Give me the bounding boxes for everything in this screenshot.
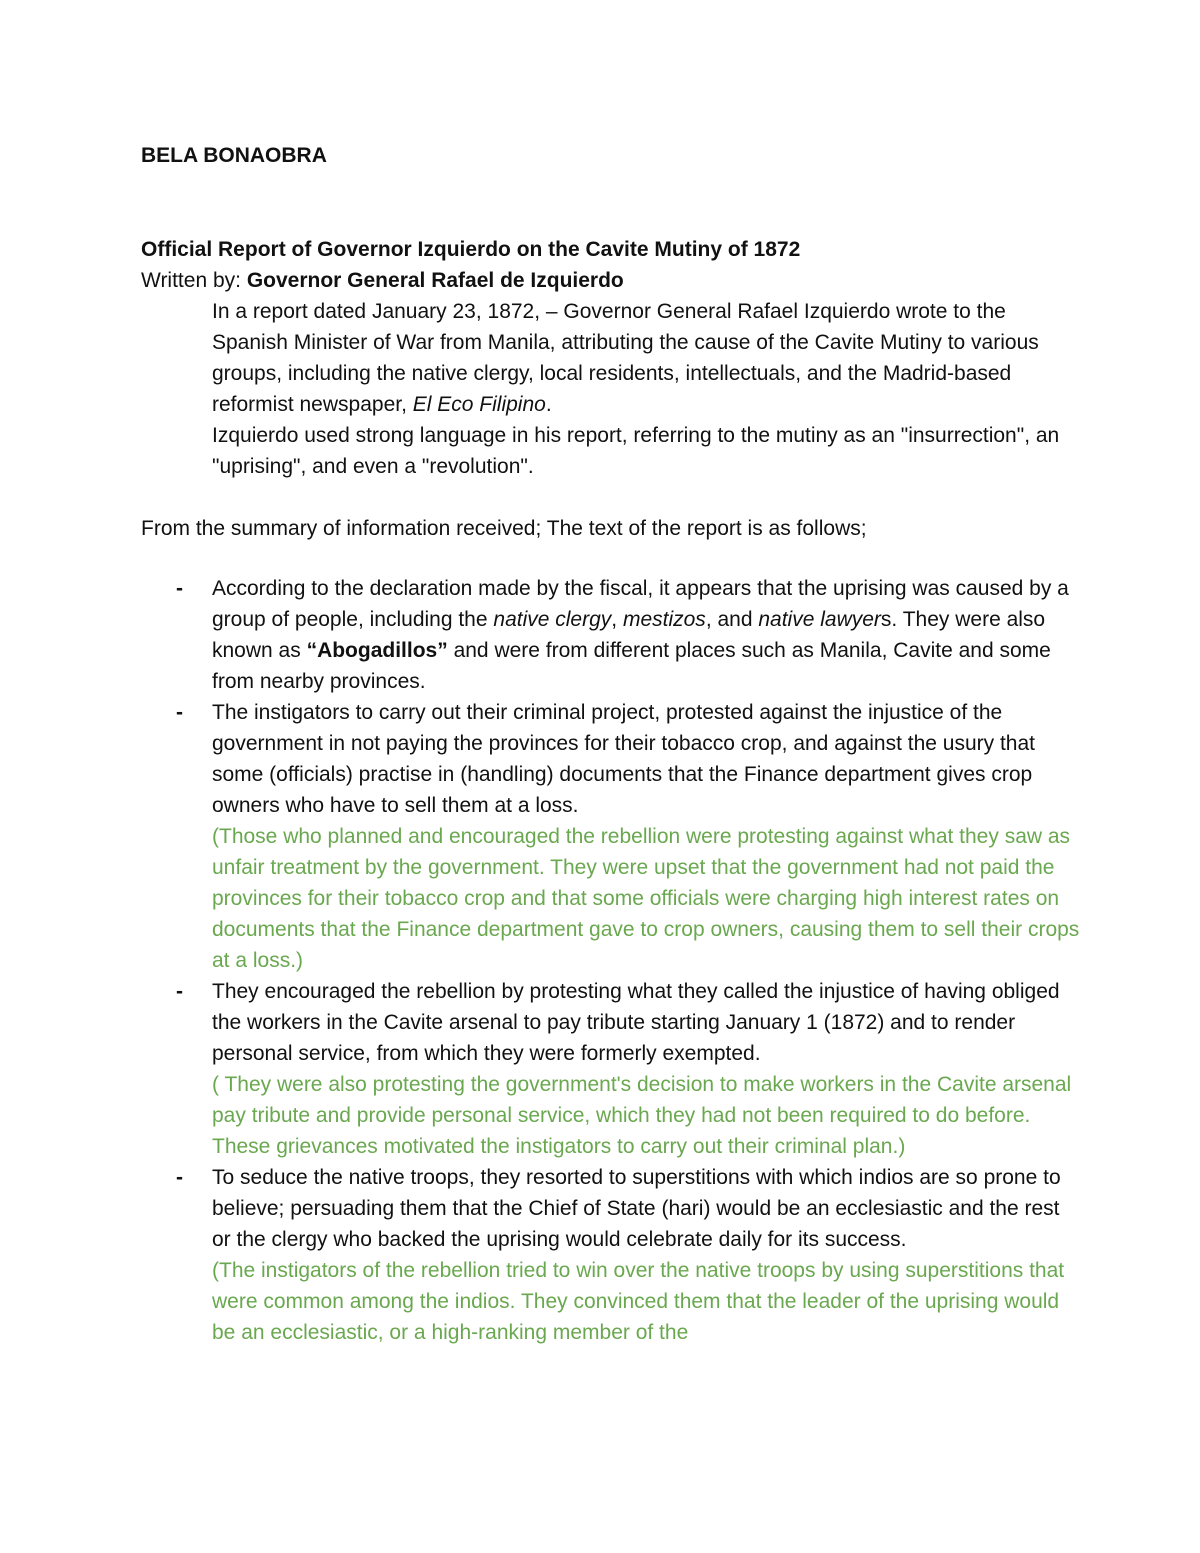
- author-name: BELA BONAOBRA: [141, 144, 327, 167]
- bullet-italic-term: native clergy: [493, 608, 612, 631]
- bullet-text: [212, 573, 1081, 697]
- list-item: [141, 976, 1081, 1162]
- bullet-dash: -: [176, 980, 183, 1003]
- bullet-italic-term: native lawyer: [758, 608, 881, 631]
- bullet-text: They encouraged the rebellion by protesting what they called the injustice of having obliged the workers in the Cavite arsenal to pay tribute starting January 1 (1872) and to render personal service, from which they were formerly exempted.: [212, 980, 1060, 1065]
- bullet-text-part: s. They were also known as: [212, 608, 1046, 662]
- bullet-bold-term: “Abogadillos”: [306, 639, 448, 662]
- bullet-annotation: (The instigators of the rebellion tried to win over the native troops by using superstitions that were common among the indios. They convinced them that the leader of the uprising would be an ecclesiastic, or a high-ranking member of the: [212, 1259, 1065, 1344]
- newspaper-name: El Eco Filipino: [412, 393, 546, 416]
- written-by-name: Governor General Rafael de Izquierdo: [246, 269, 624, 292]
- summary-line: From the summary of information received; The text of the report is as follows;: [141, 517, 867, 540]
- bullet-italic-term: mestizos: [622, 608, 706, 631]
- bullet-text: The instigators to carry out their criminal project, protested against the injustice of the government in not paying the provinces for their tobacco crop, and against the usury that some (officials) practise in (handling) documents that the Finance department gives crop owners who have to sell them at a loss.: [212, 701, 1035, 817]
- intro-paragraph: [212, 296, 1072, 482]
- intro-text-1-main: In a report dated January 23, 1872, – Governor General Rafael Izquierdo wrote to the Spanish Minister of War from Manila, attributing the cause of the Cavite Mutiny to various groups, including the native clergy, local residents, intellectuals, and the Madrid-based reformist newspaper,: [212, 300, 1039, 416]
- document-title: Official Report of Governor Izquierdo on the Cavite Mutiny of 1872: [141, 238, 801, 261]
- bullet-text-part: and were from different places such as Manila, Cavite and some from nearby provinces.: [212, 639, 1051, 693]
- report-bullet-list: [141, 573, 1081, 1348]
- written-by-line: [141, 265, 1081, 296]
- intro-text-1: [212, 296, 1072, 420]
- bullet-text-part: ,: [611, 608, 623, 631]
- bullet-annotation: ( They were also protesting the government's decision to make workers in the Cavite arsenal pay tribute and provide personal service, which they had not been required to do before. These grievances motivated the instigators to carry out their criminal plan.): [212, 1073, 1072, 1158]
- intro-text-2: Izquierdo used strong language in his report, referring to the mutiny as an "insurrection", an "uprising", and even a "revolution".: [212, 424, 1060, 478]
- bullet-dash: -: [176, 577, 183, 600]
- bullet-annotation: (Those who planned and encouraged the rebellion were protesting against what they saw as unfair treatment by the government. They were upset that the government had not paid the provinces for their tobacco crop and that some officials were charging high interest rates on documents that the Finance department gave to crop owners, causing them to sell their crops at a loss.): [212, 825, 1080, 972]
- list-item: [141, 697, 1081, 976]
- bullet-dash: -: [176, 1166, 183, 1189]
- intro-text-1-end: .: [545, 393, 552, 416]
- report-header: [141, 234, 1081, 482]
- bullet-text: To seduce the native troops, they resorted to superstitions with which indios are so prone to believe; persuading them that the Chief of State (hari) would be an ecclesiastic and the rest or the clergy who backed the uprising would celebrate daily for its success.: [212, 1166, 1061, 1251]
- bullet-text-part: According to the declaration made by the fiscal, it appears that the uprising was caused by a group of people, including the: [212, 577, 1069, 631]
- bullet-dash: -: [176, 701, 183, 724]
- bullet-text-part: , and: [705, 608, 759, 631]
- list-item: [141, 573, 1081, 697]
- written-by-label: Written by:: [141, 269, 247, 292]
- list-item: [141, 1162, 1081, 1348]
